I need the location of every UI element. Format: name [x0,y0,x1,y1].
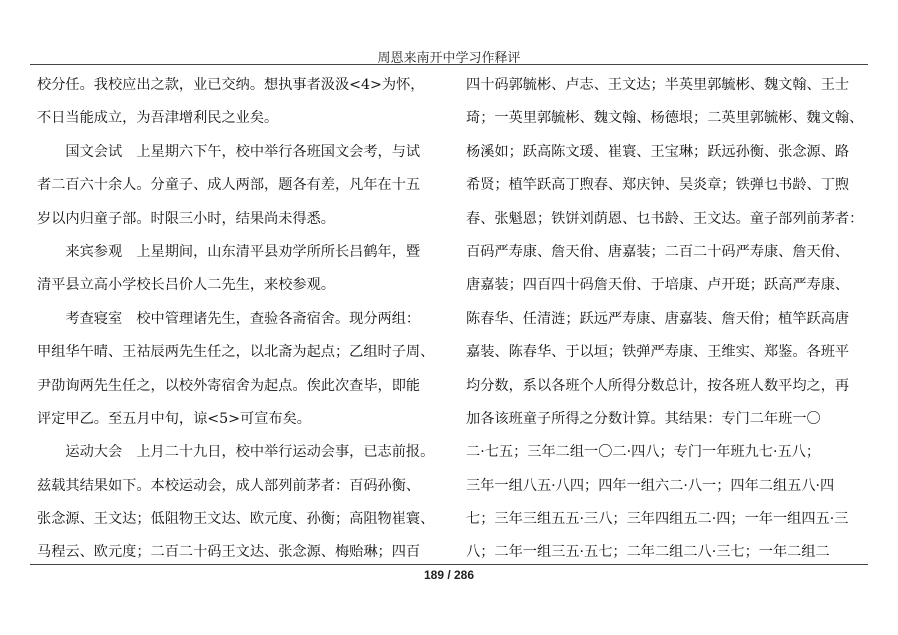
text-line: 三年一组八五·八四；四年一组六二·八一；四年二组五八·四 [466,477,835,494]
text-line: 希贤；植竿跃高丁煦春、郑庆钟、吴炎章；铁弹乜书龄、丁煦 [466,177,850,194]
footer-divider [30,564,868,565]
text-line: 评定甲乙。至五月中旬，谅<5>可宣布矣。 [37,410,311,427]
text-line: 者二百六十余人。分童子、成人两部，题各有差，凡年在十五 [37,177,421,194]
text-line: 考查寝室 校中管理诸先生，查验各斋宿舍。现分两组： [37,310,421,327]
text-line: 均分数，系以各班个人所得分数总计，按各班人数平均之，再 [466,377,850,394]
page-header-title: 周恩来南开中学习作释评 [377,51,521,66]
text-line: 来宾参观 上星期间，山东清平县劝学所所长吕鹤年，暨 [37,243,421,260]
text-line: 陈春华、任清涟；跃远严寿康、唐嘉装、詹天佾；植竿跃高唐 [466,310,850,327]
text-line: 马程云、欧元度；二百二十码王文达、张念源、梅贻琳；四百 [37,544,421,561]
text-line: 百码严寿康、詹天佾、唐嘉装；二百二十码严寿康、詹天佾、 [466,243,850,260]
text-line: 张念源、王文达；低阻物王文达、欧元度、孙衡；高阻物崔寰、 [37,511,435,528]
header-divider [30,64,868,65]
text-line: 兹载其结果如下。本校运动会，成人部列前茅者：百码孙衡、 [37,477,421,494]
page-number: 189 / 286 [423,568,475,582]
text-line: 琦；一英里郭毓彬、魏文翰、杨德垠；二英里郭毓彬、魏文翰、 [466,110,864,127]
text-line: 四十码郭毓彬、卢志、王文达；半英里郭毓彬、魏文翰、王士 [466,77,850,93]
text-line: 加各该班童子所得之分数计算。其结果：专门二年班一〇 [466,410,821,427]
text-line: 清平县立高小学校长吕价人二先生，来校参观。 [37,277,335,294]
text-line: 唐嘉装；四百四十码詹天佾、于培康、卢开珽；跃高严寿康、 [466,277,850,294]
right-text-column [466,72,864,573]
text-line: 运动大会 上月二十九日，校中举行运动会事，已志前报。 [37,444,435,461]
text-line: 八；二年一组三五·五七；二年二组二八·三七；一年二组二 [466,544,830,561]
text-line: 国文会试 上星期六下午，校中举行各班国文会考，与试 [37,143,421,160]
left-text-column [37,72,435,573]
text-line: 岁以内归童子部。时限三小时，结果尚未得悉。 [37,210,335,227]
text-line: 春、张魁恩；铁饼刘荫恩、乜书龄、王文达。童子部列前茅者： [466,210,864,227]
text-line: 七；三年三组五五·三八；三年四组五二·四；一年一组四五·三 [466,511,849,528]
text-line: 杨溪如；跃高陈文瑗、崔寰、王宝琳；跃远孙衡、张念源、路 [466,143,850,160]
text-line: 嘉装、陈春华、于以垣；铁弹严寿康、王维实、郑鉴。各班平 [466,344,850,361]
text-line: 不日当能成立，为吾津增利民之业矣。 [37,110,279,127]
text-line: 尹劭询两先生任之，以校外寄宿舍为起点。俟此次查毕，即能 [37,377,421,394]
text-line: 甲组华午晴、王祜辰两先生任之，以北斋为起点；乙组时子周、 [37,344,435,361]
text-line: 校分任。我校应出之款，业已交纳。想执事者汲汲<4>为怀， [37,77,425,93]
text-line: 二·七五；三年二组一〇二·四八；专门一年班九七·五八； [466,444,821,461]
